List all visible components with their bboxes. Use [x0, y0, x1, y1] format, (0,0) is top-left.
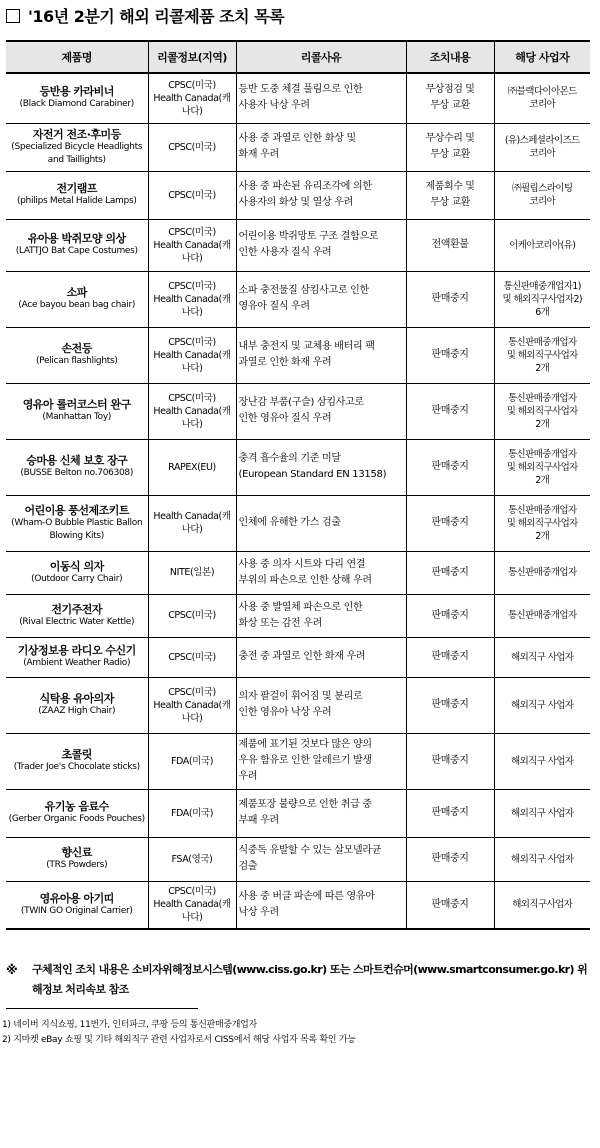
product-name-ko: 유아용 박쥐모양 의상: [27, 232, 126, 245]
product-name-cell: [6, 677, 148, 733]
seller-cell: 통신판매중개업자: [494, 594, 590, 637]
seller-cell: 해외직구 사업자: [494, 733, 590, 789]
product-name-ko: 전기램프: [56, 182, 97, 195]
table-row: [6, 439, 590, 495]
page-title: [6, 4, 284, 27]
footnote-1: 1) 네이버 지식쇼핑, 11번가, 인터파크, 쿠팡 등의 통신판매중개업자: [2, 1020, 257, 1030]
product-name-en: (Wham-O Bubble Plastic Ballon Blowing Kits): [11, 517, 143, 541]
recall-agency-cell: CPSC(미국) Health Canada(캐나다): [148, 271, 236, 327]
product-name-cell: [6, 439, 148, 495]
recall-reason-cell: 인체에 유해한 가스 검출: [236, 495, 406, 551]
action-cell: 판매중지: [406, 677, 494, 733]
table-row: [6, 881, 590, 929]
col-header-recall-info: 리콜정보(지역): [148, 41, 236, 73]
recall-reason-cell: 충격 흡수율의 기준 미달 (European Standard EN 13158): [236, 439, 406, 495]
action-cell: 판매중지: [406, 594, 494, 637]
footnotes: [2, 1018, 356, 1048]
product-name-ko: 소파: [66, 286, 87, 299]
recall-reason-cell: 사용 중 의자 시트와 다리 연결 부위의 파손으로 인한 상해 우려: [236, 551, 406, 594]
recall-table: [6, 40, 590, 930]
action-cell: 판매중지: [406, 881, 494, 929]
action-cell: 무상점검 및 무상 교환: [406, 73, 494, 123]
product-name-cell: [6, 594, 148, 637]
product-name-ko: 전기주전자: [51, 602, 103, 616]
action-cell: 판매중지: [406, 439, 494, 495]
recall-agency-cell: CPSC(미국) Health Canada(캐나다): [148, 219, 236, 271]
recall-agency-cell: FSA(영국): [148, 837, 236, 881]
product-name-en: (Black Diamond Carabiner): [19, 99, 134, 110]
table-row: [6, 551, 590, 594]
seller-cell: 해외직구 사업자: [494, 789, 590, 837]
product-name-ko: 초콜릿: [61, 748, 92, 761]
table-row: [6, 219, 590, 271]
table-row: [6, 594, 590, 637]
action-cell: 판매중지: [406, 789, 494, 837]
table-row: [6, 837, 590, 881]
product-name-ko: 유기농 음료수: [44, 800, 109, 813]
action-cell: 판매중지: [406, 551, 494, 594]
recall-reason-cell: 충전 중 과열로 인한 화재 우려: [236, 637, 406, 677]
note-mark: ※: [6, 963, 18, 977]
product-name-cell: [6, 837, 148, 881]
product-name-cell: [6, 789, 148, 837]
recall-reason-cell: 내부 충전지 및 교체용 배터리 팩 과열로 인한 화재 우려: [236, 327, 406, 383]
product-name-en: (ZAAZ High Chair): [38, 706, 116, 716]
action-cell: 무상수리 및 무상 교환: [406, 123, 494, 171]
action-cell: 판매중지: [406, 271, 494, 327]
seller-cell: 통신판매중개업자1) 및 해외직구사업자2) 6개: [494, 271, 590, 327]
product-name-cell: [6, 73, 148, 123]
seller-cell: 통신판매중개업자 및 해외직구사업자 2개: [494, 495, 590, 551]
product-name-en: (Gerber Organic Foods Pouches): [8, 814, 145, 824]
product-name-en: (Ambient Weather Radio): [23, 658, 131, 668]
seller-cell: 해외직구 사업자: [494, 677, 590, 733]
recall-agency-cell: Health Canada(캐나다): [148, 495, 236, 551]
product-name-en: (Ace bayou bean bag chair): [18, 300, 136, 310]
table-row: [6, 495, 590, 551]
product-name-en: (TRS Powders): [46, 860, 108, 870]
seller-cell: 통신판매중개업자 및 해외직구사업자 2개: [494, 327, 590, 383]
product-name-en: (Rival Electric Water Kettle): [19, 616, 135, 627]
recall-reason-cell: 장난감 부품(구슬) 삼킴사고로 인한 영유아 질식 우려: [236, 383, 406, 439]
col-header-product: 제품명: [6, 41, 148, 73]
product-name-ko: 이동식 의자: [49, 559, 104, 573]
product-name-en: (LATTJO Bat Cape Costumes): [15, 246, 138, 256]
seller-cell: 해외직구 사업자: [494, 837, 590, 881]
recall-reason-cell: 소파 충전물질 삼킴사고로 인한 영유아 질식 우려: [236, 271, 406, 327]
col-header-recall-reason: 리콜사유: [236, 41, 406, 73]
product-name-en: (Outdoor Carry Chair): [31, 573, 123, 584]
product-name-en: (TWIN GO Original Carrier): [20, 905, 133, 916]
action-cell: 판매중지: [406, 495, 494, 551]
recall-reason-cell: 사용 중 과열로 인한 화상 및 화재 우려: [236, 123, 406, 171]
recall-agency-cell: CPSC(미국): [148, 637, 236, 677]
product-name-ko: 승마용 신체 보호 장구: [26, 454, 128, 467]
recall-reason-cell: 식중독 유발할 수 있는 살모넬라균 검출: [236, 837, 406, 881]
table-row: [6, 637, 590, 677]
product-name-cell: [6, 123, 148, 171]
table-row: [6, 171, 590, 219]
recall-reason-cell: 등반 도중 체결 풀림으로 인한 사용자 낙상 우려: [236, 73, 406, 123]
product-name-en: (Specialized Bicycle Headlights and Taillights): [11, 141, 143, 165]
col-header-action: 조치내용: [406, 41, 494, 73]
seller-cell: 통신판매중개업자 및 해외직구사업자 2개: [494, 439, 590, 495]
action-cell: 제품회수 및 무상 교환: [406, 171, 494, 219]
product-name-cell: [6, 733, 148, 789]
product-name-cell: [6, 637, 148, 677]
seller-cell: 이케아코리아(유): [494, 219, 590, 271]
recall-reason-cell: 사용 중 발열체 파손으로 인한 화상 또는 감전 우려: [236, 594, 406, 637]
recall-reason-cell: 제품에 표기된 것보다 많은 양의 우유 함유로 인한 알레르기 발생 우려: [236, 733, 406, 789]
table-row: [6, 327, 590, 383]
action-cell: 판매중지: [406, 383, 494, 439]
product-name-ko: 자전거 전조·후미등: [32, 127, 121, 141]
action-cell: 판매중지: [406, 637, 494, 677]
product-name-ko: 손전등: [61, 342, 92, 355]
checkbox-square-icon: [6, 9, 20, 23]
product-name-cell: [6, 327, 148, 383]
product-name-ko: 식탁용 유아의자: [39, 692, 114, 705]
product-name-ko: 영유아용 아기띠: [39, 891, 114, 905]
seller-cell: ㈜필립스라이팅 코리아: [494, 171, 590, 219]
action-cell: 판매중지: [406, 327, 494, 383]
recall-agency-cell: CPSC(미국): [148, 594, 236, 637]
recall-agency-cell: CPSC(미국): [148, 171, 236, 219]
table-row: [6, 271, 590, 327]
note-text: 구체적인 조치 내용은 소비자위해정보시스템(www.ciss.go.kr) 또는 스마트컨슈머(www.smartconsumer.go.kr) 위해정보 처리속보 참조: [32, 963, 588, 996]
table-row: [6, 677, 590, 733]
product-name-ko: 기상정보용 라디오 수신기: [17, 644, 136, 657]
recall-agency-cell: CPSC(미국) Health Canada(캐나다): [148, 383, 236, 439]
recall-reason-cell: 사용 중 파손된 유리조각에 의한 사용자의 화상 및 열상 우려: [236, 171, 406, 219]
product-name-en: (philips Metal Halide Lamps): [16, 196, 137, 206]
col-header-seller: 해당 사업자: [494, 41, 590, 73]
product-name-ko: 영유아 롤러코스터 완구: [22, 398, 131, 411]
product-name-en: (BUSSE Belton no.706308): [20, 468, 134, 478]
product-name-cell: [6, 495, 148, 551]
table-row: [6, 123, 590, 171]
recall-agency-cell: CPSC(미국): [148, 123, 236, 171]
table-row: [6, 733, 590, 789]
action-cell: 전액환불: [406, 219, 494, 271]
recall-agency-cell: FDA(미국): [148, 733, 236, 789]
footnote-2: 2) 지마켓 eBay 쇼핑 및 기타 해외직구 관련 사업자로서 CISS에서 해당 사업자 목록 확인 가능: [2, 1035, 356, 1045]
page-title-text: '16년 2분기 해외 리콜제품 조치 목록: [28, 7, 285, 26]
recall-agency-cell: RAPEX(EU): [148, 439, 236, 495]
product-name-cell: [6, 219, 148, 271]
recall-agency-cell: CPSC(미국) Health Canada(캐나다): [148, 677, 236, 733]
recall-reason-cell: 사용 중 버클 파손에 따른 영유아 낙상 우려: [236, 881, 406, 929]
table-row: [6, 383, 590, 439]
product-name-en: (Manhattan Toy): [42, 412, 112, 422]
recall-agency-cell: CPSC(미국) Health Canada(캐나다): [148, 327, 236, 383]
seller-cell: 통신판매중개업자: [494, 551, 590, 594]
product-name-cell: [6, 171, 148, 219]
seller-cell: 통신판매중개업자 및 해외직구사업자 2개: [494, 383, 590, 439]
recall-reason-cell: 제품포장 불량으로 인한 취급 중 부패 우려: [236, 789, 406, 837]
table-row: [6, 73, 590, 123]
table-row: [6, 789, 590, 837]
recall-agency-cell: CPSC(미국) Health Canada(캐나다): [148, 73, 236, 123]
footnote-divider: [6, 1008, 198, 1009]
recall-agency-cell: FDA(미국): [148, 789, 236, 837]
product-name-ko: 등반용 카라비너: [39, 85, 114, 99]
recall-reason-cell: 어린이용 박쥐망토 구조 결함으로 인한 사용자 질식 우려: [236, 219, 406, 271]
action-cell: 판매중지: [406, 837, 494, 881]
product-name-ko: 향신료: [61, 846, 92, 859]
table-header-row: [6, 41, 590, 73]
reference-note: [6, 960, 596, 1000]
product-name-ko: 어린이용 풍선제조키트: [24, 503, 130, 517]
product-name-cell: [6, 271, 148, 327]
product-name-cell: [6, 383, 148, 439]
product-name-en: (Pelican flashlights): [35, 356, 118, 366]
action-cell: 판매중지: [406, 733, 494, 789]
recall-reason-cell: 의자 팔걸이 휘어짐 및 분리로 인한 영유아 낙상 우려: [236, 677, 406, 733]
recall-agency-cell: NITE(일본): [148, 551, 236, 594]
seller-cell: 해외직구 사업자: [494, 637, 590, 677]
seller-cell: (유)스페셜라이즈드 코리아: [494, 123, 590, 171]
seller-cell: 해외직구사업자: [494, 881, 590, 929]
seller-cell: ㈜블랙다이아몬드 코리아: [494, 73, 590, 123]
product-name-en: (Trader Joe's Chocolate sticks): [13, 762, 140, 772]
recall-agency-cell: CPSC(미국) Health Canada(캐나다): [148, 881, 236, 929]
product-name-cell: [6, 551, 148, 594]
product-name-cell: [6, 881, 148, 929]
